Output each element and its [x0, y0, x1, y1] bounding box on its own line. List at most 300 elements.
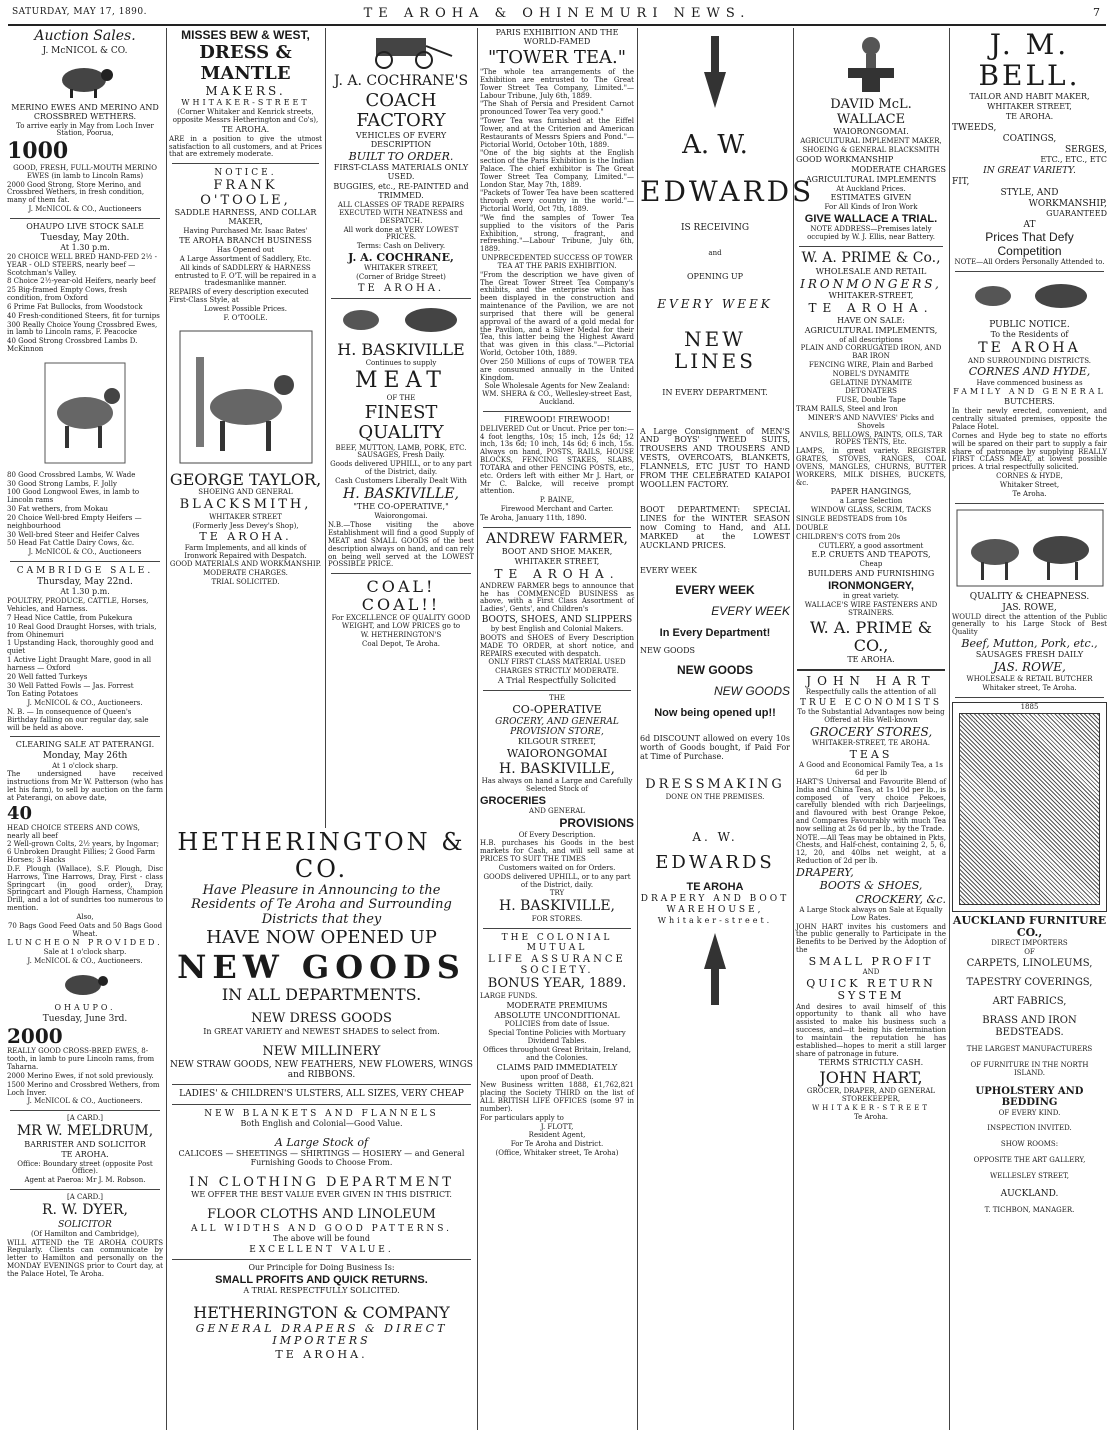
advertiser-name: H. BASKIVILLE, [343, 485, 459, 502]
text: WALLACE'S WIRE FASTENERS AND STRAINERS. [804, 601, 938, 618]
text: AND SURROUNDING DISTRICTS. [967, 356, 1091, 365]
text: TE AROHA [978, 339, 1081, 356]
text: Beef, Mutton, Pork, etc., [961, 637, 1098, 651]
text: DRESSMAKING [645, 777, 785, 793]
text: In Every Department! [659, 626, 771, 639]
text: 70 Bags Good Feed Oats and 50 Bags Good Wheat. [7, 921, 163, 938]
text: 100 Good Longwool Ewes, in lamb to Lincoln rams [7, 488, 140, 505]
advertiser-name: "TOWER TEA." [487, 46, 627, 68]
text: (Corner Whitaker and Kenrick streets, opposite Messrs Hetherington and Co's), [172, 108, 319, 124]
text: At Auckland Prices. [836, 184, 906, 193]
text: N. B. — In consequence of Queen's Birthday falling on our regular day, sale will be held as above. [7, 707, 149, 732]
text: MINER'S AND NAVVIES' Picks and Shovels [807, 413, 935, 430]
text: TWEEDS, [952, 122, 997, 133]
text: WHOLESALE AND RETAIL [815, 266, 927, 276]
text: MODERATE PREMIUMS [506, 1000, 608, 1010]
text: Having Purchased Mr. Isaac Bates' [183, 227, 308, 236]
text: Both English and Colonial—Good Value. [240, 1118, 403, 1128]
sale-date: Tuesday, May 20th. [40, 232, 130, 243]
text: PUBLIC NOTICE. [989, 319, 1070, 330]
text: FAMILY AND GENERAL [953, 387, 1106, 397]
text: For All Kinds of Iron Work [824, 203, 918, 212]
text: NEW DRESS GOODS [251, 1011, 392, 1027]
text: CALICOES — SHEETINGS — SHIRTINGS — HOSIERY — and General Furnishing Goods to Choose From. [178, 1148, 465, 1167]
text: NOTICE. [214, 168, 277, 179]
text: TE AROHA. [275, 1347, 368, 1361]
page-number: 7 [1093, 6, 1100, 19]
text: 2000 Merino Ewes, if not sold previously. [7, 1071, 154, 1080]
text: Te Aroha. [1012, 489, 1047, 498]
text: A Good and Economical Family Tea, a 1s 6d per lb [799, 761, 943, 778]
text: ONLY FIRST CLASS MATERIAL USED [488, 658, 626, 667]
text: Have commenced business as [976, 378, 1083, 387]
text: SHOEING AND GENERAL [198, 488, 293, 497]
text: BUILDERS AND FURNISHING [807, 569, 935, 579]
text: 40 Fresh-conditioned Steers, fit for turnips [7, 311, 160, 320]
text: OPPOSITE THE ART GALLERY, [973, 1156, 1086, 1165]
text: upon proof of Death. [520, 1072, 594, 1081]
pointing-hand-icon [700, 32, 730, 112]
text: BOOTS & SHOES, [819, 879, 923, 893]
text: OPENING UP [687, 272, 743, 282]
text: 80 Good Crossbred Lambs, W. Wade [7, 470, 136, 479]
text: WHOLESALE & RETAIL BUTCHER [966, 674, 1093, 683]
text: BOOTS and SHOES of Every Description MADE TO ORDER, at short notice, and REPAIRS executed with despatch. [480, 633, 634, 658]
advertiser-name: H. BASKIVILLE [337, 340, 465, 360]
text: HEAD CHOICE STEERS AND COWS, nearly all beef [7, 823, 140, 840]
livestock-illustration [331, 303, 471, 337]
text: TE AROHA. [847, 654, 895, 664]
text: Now being opened up!! [654, 706, 776, 719]
text: [A CARD.] [66, 1114, 103, 1123]
text: EVERY WEEK [711, 604, 790, 619]
text: CLAIMS PAID IMMEDIATELY [496, 1062, 618, 1072]
advertiser-name: DAVID McL. WALLACE [830, 97, 912, 127]
text: IRONMONGERY, [828, 580, 914, 593]
sheep-illustration [55, 970, 115, 1000]
text: MODERATE CHARGES. [203, 569, 288, 578]
text: NEW BLANKETS AND FLANNELS [204, 1108, 439, 1119]
advertiser-name: CORNES AND HYDE, [968, 365, 1091, 379]
text: TAILOR AND HABIT MAKER, [969, 91, 1090, 101]
text: WELLESLEY STREET, [990, 1171, 1069, 1180]
text: DETONATERS [845, 387, 897, 396]
text: D.F. Plough (Wallace), S.F. Plough, Disc Harrows, Tine Harrows, Dray, First - class Springcart (in good order), Dray, Springcart and Plough Harness, Champion Drill, and a lot of sundries too numerous to mention. [7, 864, 163, 913]
text: IS RECEIVING [680, 223, 750, 234]
text: WILL ATTEND the TE AROHA COURTS Regularly. Clients can communicate by letter to Hamilton and personally on the MONDAY EVENINGS prior to Court day, at the Palace Hotel, Te Aroha. [7, 1238, 163, 1278]
text: 2000 Good Strong, Store Merino, and Crossbred Wethers, in fresh condition, many of them fat. [7, 180, 145, 205]
text: PROVISIONS [559, 816, 634, 831]
text: E.P. CRUETS AND TEAPOTS, [811, 550, 931, 560]
text: OF FURNITURE IN THE NORTH [970, 1060, 1089, 1069]
text: Lowest Possible Prices. [204, 304, 287, 313]
advertiser-name: A. W. [692, 830, 738, 845]
text: QUALITY & CHEAPNESS. [969, 591, 1090, 602]
text: MEAT [355, 367, 447, 393]
text: ETC., ETC., ETC [1040, 154, 1107, 164]
text: TRAM RAILS, Steel and Iron [796, 405, 898, 414]
text: Customers waited on for Orders. [498, 863, 616, 872]
advertiser-name: MISSES BEW & WEST, [181, 28, 310, 42]
advertiser-name: JAS. ROWE, [1002, 602, 1057, 613]
text: 7 Head Nice Cattle, from Pukekura [7, 613, 133, 622]
text: REPAIRS of every description executed First-Class Style, at [169, 288, 309, 305]
text: At 1 o'clock sharp. [52, 761, 118, 770]
text: Firewood Merchant and Carter. [500, 505, 614, 514]
text: SMALL PROFIT [808, 954, 934, 968]
advertiser-name: MR W. MELDRUM, [16, 1123, 154, 1140]
text: WHITAKER-STREET, TE AROHA. [812, 739, 930, 748]
text: NEW GOODS [713, 684, 790, 699]
text: SMALL PROFITS AND QUICK RETURNS. [215, 1273, 428, 1286]
text: by best English and Colonial Makers. [490, 625, 624, 634]
advertiser-name: ANDREW FARMER, [486, 530, 628, 547]
advertiser-name: W. A. PRIME & CO., [809, 617, 933, 655]
text: "Tower Tea was furnished at the Eiffel Tower, and at the Criterion and American Restaurants of Messrs Spiers and Pond."—Pictorial World, October 10th, 1889. [480, 117, 634, 149]
advertiser-name: H. BASKIVILLE, [499, 760, 615, 777]
text: EVERY WEEK [675, 582, 755, 597]
text: FIRST-CLASS MATERIALS ONLY USED. [333, 163, 469, 182]
text: "Packets of Tower Tea have been scattered through every country in the world."—Pictorial World, Oct 7th, 1889. [480, 189, 634, 214]
text: TAPESTRY COVERINGS, [966, 976, 1093, 988]
text: CHARGES STRICTLY MODERATE. [495, 667, 619, 676]
advertiser-name: A. W. [682, 130, 748, 160]
text: Whitaker street, Te Aroha. [982, 683, 1077, 692]
advertiser-name: J. A. COCHRANE, [348, 250, 454, 264]
text: WHITAKER-STREET, [828, 291, 914, 301]
text: 40 Good Strong Crossbred Lambs D. McKinnon [7, 337, 138, 353]
text: W. HETHERINGTON'S [360, 630, 442, 639]
text: GROCERY STORES, [809, 724, 933, 739]
text: Over 250 Millions of cups of TOWER TEA are consumed annually in the United Kingdom. [480, 357, 634, 382]
text: Cheap [859, 560, 883, 569]
text: [A CARD.] [66, 1193, 103, 1202]
text: IRONMONGERS, [800, 276, 942, 291]
sale-heading: CLEARING SALE AT PATERANGI. [15, 740, 155, 750]
text: TRY [549, 889, 565, 898]
text: MERINO EWES AND MERINO AND CROSSBRED WETHERS. [11, 102, 159, 121]
text: BRASS AND IRON BEDSTEADS. [982, 1015, 1077, 1038]
text: Special Tontine Policies with Mortuary Dividend Tables. [488, 1029, 626, 1046]
text: FOR STORES. [531, 914, 583, 923]
cattle-herd-illustration [955, 508, 1105, 588]
text: For EXCELLENCE OF QUALITY GOOD WEIGHT, and LOW PRICES go to [331, 614, 471, 630]
advertiser-name: AUCKLAND FURNITURE CO., [952, 913, 1107, 939]
text: GROCER, DRAPER, AND GENERAL STOREKEEPER, [806, 1087, 936, 1104]
text: 30 Fat wethers, from Mokau [7, 505, 109, 514]
text: SINGLE BEDSTEADS from 10s [796, 515, 907, 524]
text: Prices That Defy Competition [985, 230, 1074, 258]
text: AND [862, 968, 880, 977]
text: TE AROHA. [808, 301, 934, 316]
text: LADIES' & CHILDREN'S ULSTERS, ALL SIZES, VERY CHEAP [179, 1089, 464, 1100]
text: FLOOR CLOTHS AND LINOLEUM [207, 1207, 436, 1223]
text: To the Residents of [990, 329, 1069, 339]
text: All work done at VERY LOWEST PRICES. [343, 225, 459, 242]
text: 20 CHOICE WELL BRED HAND-FED 2½ - YEAR - OLD STEERS, nearly beef — Scotchman's Valley. [7, 252, 158, 277]
text: AGRICULTURAL IMPLEMENTS [805, 174, 937, 184]
text: (Of Hamilton and Cambridge), [30, 1229, 140, 1238]
text: PLAIN AND CORRUGATED IRON, AND BAR IRON [800, 344, 942, 361]
page-header [8, 4, 1106, 26]
text: MAKERS. [205, 83, 286, 98]
text: NEW GOODS [177, 947, 466, 986]
column-ironmongers [793, 28, 950, 1430]
text: A Large Consignment of MEN'S AND BOYS' TWEED SUITS, TROUSERS AND TROUSERS AND VESTS, OVERCOATS, BLANKETS, FLANNELS, ETC JUST TO HAND FROM THE CELEBRATED KAIAPOI WOOLLEN FACTORY. [640, 426, 790, 490]
text: Agent at Paeroa: Mr J. M. Robson. [24, 1176, 146, 1185]
text: POULTRY, PRODUCE, CATTLE, Horses, Vehicles, and Harness. [7, 597, 149, 614]
text: WOULD direct the attention of the Public generally to his Large Stock of Best Quality [952, 612, 1107, 637]
text: REALLY GOOD CROSS-BRED EWES, 8-tooth, in lamb to pure Lincoln rams, from Taharna. [7, 1047, 155, 1072]
text: At 1.30 p.m. [60, 587, 110, 597]
text: Sole Wholesale Agents for New Zealand: WM. SHERA & CO., Wellesley-street East, Auckland. [482, 382, 632, 407]
advertiser-name: HETHERINGTON & COMPANY [193, 1303, 450, 1323]
text: NEW GOODS [640, 646, 696, 656]
text: BARRISTER AND SOLICITOR [24, 1139, 146, 1149]
text: NOTE—All Orders Personally Attended to. [954, 257, 1105, 266]
advertiser-name: J. M. BELL. [978, 28, 1081, 93]
text: OF EVERY KIND. [998, 1108, 1061, 1117]
text: Also, [76, 912, 94, 921]
advertiser-name: COAL! COAL!! [361, 577, 441, 615]
text: Respectfully calls the attention of all [805, 688, 937, 697]
text: Cash Customers Liberally Dealt With [335, 476, 467, 485]
text: "We find the samples of Tower Tea supplied to the visitors of the Paris Exhibition, strong, fragrant, and refreshing."—Labour Tribune, July 6th, 1889. [480, 213, 634, 254]
text: IN GREAT VARIETY. [983, 165, 1076, 176]
text: OF THE [386, 393, 416, 402]
text: GENERAL DRAPERS & DIRECT IMPORTERS [195, 1322, 448, 1348]
text: Have Pleasure in Announcing to the Residents of Te Aroha and Surrounding Districts that they [191, 882, 452, 927]
text: N.B.—Those visiting the above Establishment will find a good Supply of MEAT and SMALL GOODS of the best description always on hand, and can rely on being well served at the LOWEST POSSIBLE PRICE. [328, 521, 474, 569]
text: J. McNICOL & CO., Auctioneers [28, 548, 142, 557]
text: SOLICITOR [58, 1219, 112, 1230]
text: BUGGIES, etc., RE-PAINTED and TRIMMED. [333, 182, 469, 201]
text: AUCKLAND. [1000, 1188, 1059, 1199]
text: (Corner of Bridge Street) [356, 273, 446, 282]
text: Continues to supply [365, 359, 437, 368]
text: EXCELLENT VALUE. [249, 1244, 394, 1255]
text: HAVE ON SALE: [837, 315, 905, 325]
sale-date: Tuesday, June 3rd. [42, 1013, 128, 1024]
text: Offices throughout Great Britain, Ireland, and the Colonies. [482, 1045, 632, 1062]
hetherington-advert [166, 828, 478, 1430]
text: A Large Stock always on Sale at Equally Low Rates. [799, 905, 943, 922]
text: GELATINE DYNAMITE [829, 378, 913, 387]
text: DONE ON THE PREMISES. [665, 792, 765, 801]
column-4 [477, 28, 638, 1430]
text: JOHN HART invites his customers and the public generally to Participate in the Benefits to be Derived by the Adoption of the [796, 922, 946, 955]
text: DRAPERY AND BOOT [640, 894, 790, 905]
text: At 1.30 p.m. [60, 242, 110, 252]
text: "The Shah of Persia and President Carnot pronounced Tower Tea very good." [480, 100, 634, 117]
text: CARPETS, LINOLEUMS, [966, 957, 1093, 969]
text: AGRICULTURAL IMPLEMENT MAKER, [800, 137, 942, 146]
text: INSPECTION INVITED. [987, 1124, 1072, 1133]
text: "The whole tea arrangements of the Exhibition are entrusted to The Great Tower Street Tea Company, Limited."—Labour Tribune, July 6th, 1889. [480, 68, 634, 100]
text: Whitaker Street, [999, 480, 1060, 489]
text: AT [1023, 220, 1036, 231]
text: "THE CO-OPERATIVE," [353, 502, 449, 512]
text: VEHICLES OF EVERY DESCRIPTION [355, 130, 447, 149]
text: ANVILS, BELLOWS, PAINTS, OILS, TAR ROPES TENTS, Etc. [799, 430, 943, 447]
text: A Large Stock of [274, 1135, 369, 1149]
text: AGRICULTURAL IMPLEMENTS, [804, 325, 938, 335]
text: ALL CLASSES OF TRADE REPAIRS EXECUTED WITH NEATNESS and DESPATCH. [337, 201, 465, 225]
text: GOOD, FRESH, FULL-MOUTH MERINO EWES (in lamb to Lincoln Rams) [13, 163, 157, 180]
text: GOOD WORKMANSHIP [796, 154, 894, 164]
text: ART FABRICS, [992, 996, 1067, 1008]
text: F. O'TOOLE. [223, 313, 268, 322]
text: CROCKERY, &c. [855, 892, 946, 906]
advertiser-name: DRESS & MANTLE [199, 42, 292, 84]
text: and [708, 248, 722, 257]
text: "From the description we have given of The Great Tower Street Tea Company's exhibits, and the enterprise which has been displayed in the construction and maintenance of the Pavilion, we are not surprised that there will be general approval of the award of a gold medal for the Pavilion, and a Silver Medal for their Tea, this latter being the Highest Award that was given in this class."—Pictorial World, October 10th, 1889. [480, 270, 634, 358]
text: (Office, Whitaker street, Te Aroha) [495, 1149, 619, 1158]
text: Goods delivered UPHILL, or to any part of the District, daily. [330, 460, 472, 477]
text: SERGES, [1065, 144, 1107, 155]
text: UNPRECEDENTED SUCCESS OF TOWER TEA AT THE PARIS EXHIBITION. [481, 254, 633, 270]
text: 25 Big-framed Empty Cows, fresh condition, from Oxford [7, 286, 127, 303]
text: COATINGS, [1002, 133, 1057, 144]
text: UPHOLSTERY AND BEDDING [975, 1086, 1084, 1109]
text: IN ALL DEPARTMENTS. [221, 985, 422, 1005]
newspaper-title: TE AROHA & OHINEMURI NEWS. [363, 6, 751, 21]
advertiser-name: J. A. COCHRANE'S [333, 73, 469, 89]
text: BUTCHERS. [1004, 397, 1055, 407]
advertiser-name: R. W. DYER, [42, 1201, 128, 1218]
text: MODERATE CHARGES [851, 164, 946, 174]
text: Farm Implements, and all kinds of Ironwork Repaired with Despatch. [184, 543, 307, 560]
text: PAPER HANGINGS, [830, 487, 912, 497]
text: HART'S Universal and Favourite Blend of India and China Teas, at 1s 10d per lb., is composed of very choice Pekoes, carefully blended with rich Darjeelings, and flavoured with best Orange Pekoe, and Compares Favourably with much Tea now selling at 2s 6d per lb., by the Trade. [796, 777, 946, 833]
text: TERMS STRICTLY CASH. [818, 1058, 924, 1068]
text: DOUBLE [796, 523, 829, 532]
advertiser-name: EDWARDS [640, 175, 815, 209]
text: J. McNICOL & CO., Auctioneers. [27, 699, 143, 708]
text: of all descriptions [839, 335, 903, 344]
text: WHITAKER-STREET [811, 1103, 930, 1112]
text: 30 Good Strong Lambs, F. Jolly [7, 479, 117, 488]
text: Has always on hand a Large and Carefully Selected Stock of [481, 777, 633, 794]
text: Coal Depot, Te Aroha. [362, 639, 440, 648]
text: To the Substantial Advantages now being Offered at His Well-known [797, 707, 945, 724]
text: (Formerly Jess Devey's Shop), [192, 521, 299, 530]
text: SHOW ROOMS: [1000, 1140, 1059, 1149]
text: NEW LINES [674, 326, 756, 374]
text: FENCING WIRE, Plain and Barbed [808, 360, 934, 369]
text: Of Every Description. [518, 830, 596, 839]
text: TEAS [849, 747, 893, 761]
text: GROCERIES [480, 794, 547, 807]
text: TE AROHA. [357, 282, 445, 294]
text: J. McNICOL & CO., Auctioneers. [27, 957, 143, 966]
text: NEW STRAW GOODS, NEW FEATHERS, NEW FLOWERS, WINGS and RIBBONS. [170, 1060, 473, 1081]
text: TE AROHA [686, 881, 744, 894]
text: THE COLONIAL MUTUAL [501, 932, 613, 953]
text: In GREAT VARIETY and NEWEST SHADES to select from. [203, 1026, 440, 1036]
text: SADDLE HARNESS, AND COLLAR MAKER, [174, 208, 317, 227]
text: DRAPERY, [796, 865, 854, 879]
text: TE AROHA. [221, 124, 270, 134]
sale-date: Monday, May 26th [42, 751, 128, 762]
text: FUSE, Double Tape [836, 396, 906, 405]
text: CORNES & HYDE, [996, 472, 1063, 481]
text: WHITAKER STREET, [514, 557, 600, 567]
text: IN EVERY DEPARTMENT. [662, 387, 768, 397]
auctioneer-name: J. McNICOL & CO. [42, 45, 128, 56]
building-date: 1885 [953, 703, 1106, 711]
text: 20 Well fatted Turkeys [7, 672, 88, 681]
text: DELIVERED Cut or Uncut. Price per ton:—4 foot lengths, 10s; 15 inch, 12s 6d; 12 inch, 13s 6d; 10 inch, 14s 6d; 6 inch, 15s. Always on hand, POSTS, RAILS, HOUSE BLOCKS, FENCING STAKES, SLABS, TOTARA and other FENCING POSTS, etc., etc. Orders left with either Mr J. Hart, or Mr C. Balcke, will receive prompt attention. [480, 424, 634, 496]
text: BUILT TO ORDER. [348, 149, 454, 163]
text: A TRIAL RESPECTFULLY SOLICITED. [243, 1286, 400, 1296]
advertiser-name: FRANK O'TOOLE, [200, 178, 291, 208]
text: LIFE ASSURANCE SOCIETY. [488, 953, 626, 976]
text: THE LARGEST MANUFACTURERS [966, 1044, 1093, 1053]
text: NOTE.—All Teas may be obtained in Pkts, Chests, and Half-chest, containing 2, 5, 6, 12, 20, and 40lbs net weight, at a Reduction of 2d per lb. [796, 833, 946, 866]
text: ESTIMATES GIVEN [830, 193, 912, 203]
text: BLACKSMITH, [179, 497, 312, 513]
text: Ton Eating Potatoes [7, 690, 79, 699]
coach-illustration [346, 32, 456, 70]
text: WAIORONGOMAI [506, 747, 608, 761]
text: EVERY WEEK [640, 565, 697, 575]
text: H.B. purchases his Goods in the best markets for Cash, and will sell same at PRICES TO SUIT THE TIMES [480, 839, 634, 864]
text: Cornes and Hyde beg to state no efforts will be spared on their part to supply a fair share of patronage by supplying REALLY FIRST CLASS MEAT, at lowest possible prices. A trial respectfully solicited. [952, 431, 1107, 472]
text: NEW MILLINERY [262, 1043, 381, 1059]
text: NOBEL'S DYNAMITE [832, 369, 910, 378]
advertiser-name: JOHN HART, [819, 1068, 923, 1088]
text: 8 Choice 2½-year-old Heifers, nearly beef [7, 277, 156, 286]
text: FINEST QUALITY [358, 402, 444, 444]
text: BOOT AND SHOE MAKER, [501, 547, 613, 557]
text: WHITAKER STREET, [987, 101, 1072, 111]
text: LUNCHEON PROVIDED. [7, 938, 163, 948]
text: NEW GOODS [676, 663, 753, 678]
text: STYLE, AND [1000, 187, 1059, 198]
text: GIVE WALLACE A TRIAL. [804, 213, 938, 226]
text: TRIAL SOLICITED. [211, 578, 280, 587]
text: Te Aroha, January 11th, 1890. [480, 513, 587, 522]
text: AND GENERAL [529, 807, 585, 816]
text: GROCERY, AND GENERAL PROVISION STORE, [495, 717, 619, 738]
text: 1 Upstanding Hack, thoroughly good and quiet [7, 639, 154, 656]
text: Sale at 1 o'clock sharp. [43, 948, 127, 957]
text: Office: Boundary street (opposite Post Office). [17, 1159, 153, 1176]
text: For Te Aroha and District. [510, 1140, 604, 1149]
text: BOOT DEPARTMENT: SPECIAL LINES for the WINTER SEASON now Coming to Hand, and ALL MARKED at the LOWEST AUCKLAND PRICES. [640, 505, 790, 550]
text: P. BAINE, [539, 496, 575, 505]
text: 1500 Merino and Crossbred Wethers, from Loch Inver. [7, 1080, 160, 1097]
text: 6 Prime Fat Bullocks, from Woodstock [7, 302, 143, 311]
text: And desires to avail himself of this opportunity to thank all who have assisted to make his business such a success, and—it being his determination to maintain the reputation he has established—hopes to merit a still larger share of patronage in future. [796, 1002, 946, 1058]
text: Our Principle for Doing Business Is: [248, 1262, 395, 1272]
text: Resident Agent, [528, 1131, 586, 1140]
text: PARIS EXHIBITION AND THE WORLD-FAMED [495, 28, 619, 46]
text: a Large Selection [839, 497, 903, 506]
text: WHITAKER-STREET [181, 98, 310, 108]
text: Te Aroha. [853, 1112, 888, 1121]
text: FIT, [952, 176, 970, 187]
text: CUTLERY, a good assortment [818, 541, 924, 550]
text: BEEF, MUTTON, LAMB, PORK, ETC. SAUSAGES, Fresh Daily. [335, 443, 467, 460]
advertiser-name: GEORGE TAYLOR, [169, 469, 322, 489]
auction-sales-heading: Auction Sales. [34, 28, 136, 44]
text: 6d DISCOUNT allowed on every 10s worth of Goods bought, if Paid For at Time of Purchase. [640, 734, 790, 762]
text: WHITAKER STREET [209, 512, 282, 521]
text: New Business written 1888, £1,762,821 placing the Society THIRD on the list of ALL BRITISH LIFE OFFICES (some 97 in number). [480, 1081, 634, 1113]
text: J. McNICOL & CO., Auctioneers. [27, 1097, 143, 1106]
